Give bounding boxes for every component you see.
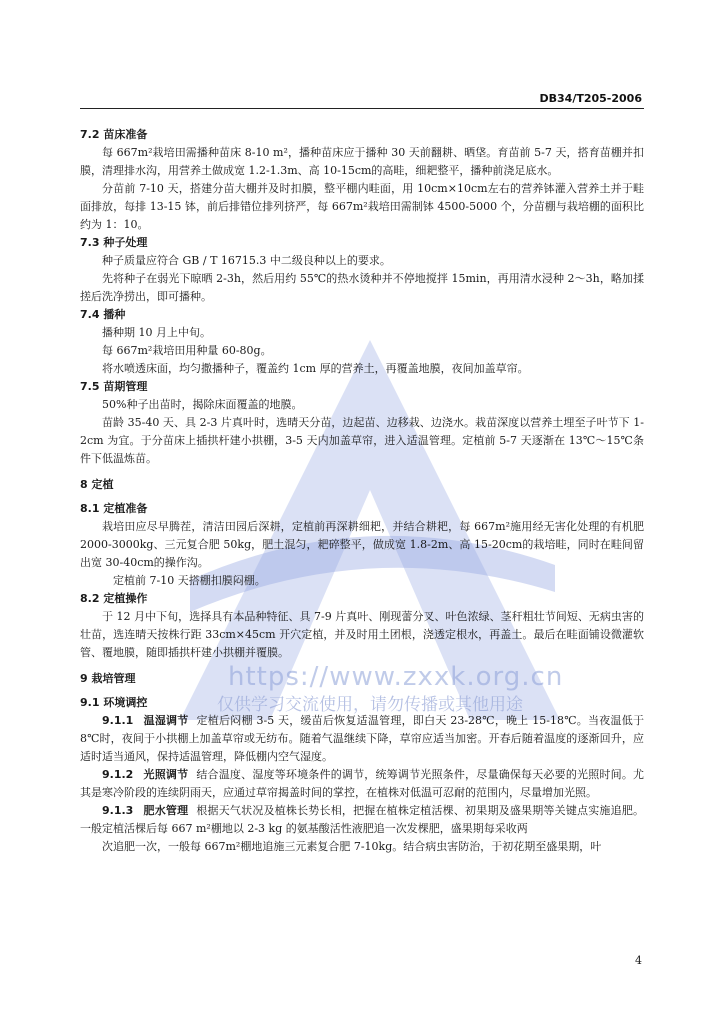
subsection-text: 结合温度、湿度等环境条件的调节，统筹调节光照条件，尽量确保每天必要的光照时间。尤其是寒冷阶段的连续阴雨天，应通过草帘揭盖时间的掌控，在植株对低温可忍耐的范围内，尽量增加光照。 (80, 768, 645, 799)
section-heading: 9.1 环境调控 (80, 696, 148, 709)
subsection-number: 9.1.2 (102, 768, 134, 781)
subsection-text: 根据天气状况及植株长势长相，把握在植株定植活棵、初果期及盛果期等关键点实施追肥。一般定植活棵后每 667 m²棚地以 2-3 kg 的氨基酸活性液肥追一次发棵肥，盛果期每采收两 (80, 804, 645, 835)
subsection-title: 光照调节 (143, 768, 189, 781)
section-heading: 8.2 定植操作 (80, 592, 148, 605)
paragraph: 播种期 10 月上中旬。 (102, 326, 211, 339)
paragraph: 分苗前 7-10 天，搭建分苗大棚并及时扣膜，整平棚内畦面，用 10cm×10cm左右的营养钵灌入营养土并于畦面排放，每排 13-15 钵，前后排错位排列挤严，每 667m²栽培田需制钵 4500-5000 个，分苗棚与栽培棚的面积比约为 1：10。 (80, 182, 644, 231)
paragraph: 将水喷透床面，均匀撒播种子，覆盖约 1cm 厚的营养土，再覆盖地膜，夜间加盖草帘。 (102, 362, 529, 375)
watermark-note: 仅供学习交流使用，请勿传播或其他用途 (217, 695, 523, 715)
paragraph: 每 667m²栽培田需播种苗床 8-10 m²，播种苗床应于播种 30 天前翻耕、晒垡。育苗前 5-7 天，搭育苗棚并扣膜，清理排水沟，用营养土做成宽 1.2-1.3m、高 10-15cm的高畦，细耙整平，播种前浇足底水。 (80, 146, 644, 177)
paragraph: 种子质量应符合 GB / T 16715.3 中二级良种以上的要求。 (102, 254, 391, 267)
paragraph: 于 12 月中下旬，选择具有本品种特征、具 7-9 片真叶、刚现蕾分叉、叶色浓绿、茎秆粗壮节间短、无病虫害的壮苗，选连晴天按株行距 33cm×45cm 开穴定植，并及时用土团根，浇透定根水，再盖土。最后在畦面铺设微灌软管、覆地膜，随即插拱杆建小拱棚并覆膜。 (80, 610, 644, 659)
paragraph: 50%种子出苗时，揭除床面覆盖的地膜。 (102, 398, 303, 411)
paragraph: 先将种子在弱光下晾晒 2-3h，然后用约 55℃的热水烫种并不停地搅拌 15min，再用清水浸种 2～3h，略加揉搓后洗净捞出，即可播种。 (80, 272, 644, 303)
subsection-paragraph (80, 802, 644, 838)
paragraph: 定植前 7-10 天搭棚扣膜闷棚。 (113, 574, 266, 587)
chapter-heading: 9 栽培管理 (80, 672, 136, 685)
document-body (80, 126, 644, 856)
subsection-number: 9.1.1 (102, 714, 134, 727)
subsection-paragraph (80, 766, 644, 802)
section-heading: 7.4 播种 (80, 308, 126, 321)
chapter-heading: 8 定植 (80, 478, 114, 491)
subsection-paragraph (80, 712, 644, 766)
section-heading: 8.1 定植准备 (80, 502, 148, 515)
paragraph: 每 667m²栽培田用种量 60-80g。 (102, 344, 272, 357)
document-code: DB34/T205-2006 (539, 92, 642, 105)
section-heading: 7.2 苗床准备 (80, 128, 148, 141)
subsection-text: 定植后闷棚 3-5 天，缓苗后恢复适温管理，即白天 23-28℃，晚上 15-18℃。当夜温低于 8℃时，夜间于小拱棚上加盖草帘或无纺布。随着气温继续下降，草帘应适当加密。开春后随着温度的逐渐回升，应适时适当通风，保持适温管理，降低棚内空气湿度。 (80, 714, 645, 763)
section-heading: 7.5 苗期管理 (80, 380, 148, 393)
paragraph: 次追肥一次，一般每 667m²棚地追施三元素复合肥 7-10kg。结合病虫害防治，于初花期至盛果期，叶 (102, 840, 602, 853)
header-divider (80, 108, 644, 109)
subsection-number: 9.1.3 (102, 804, 134, 817)
paragraph: 苗龄 35-40 天、具 2-3 片真叶时，选晴天分苗，边起苗、边移栽、边浇水。栽苗深度以营养土埋至子叶节下 1-2cm 为宜。于分苗床上插拱杆建小拱棚，3-5 天内加盖草帘，进入适温管理。定植前 5-7 天逐渐在 13℃～15℃条件下低温炼苗。 (80, 416, 644, 465)
watermark-url: https://www.zxxk.org.cn (228, 662, 564, 692)
section-heading: 7.3 种子处理 (80, 236, 148, 249)
paragraph: 栽培田应尽早腾茬，清洁田园后深耕，定植前再深耕细耙，并结合耕耙，每 667m²施用经无害化处理的有机肥 2000-3000kg、三元复合肥 50kg，肥土混匀，耙碎整平，做成宽 1.8-2m、高 15-20cm的栽培畦，同时在畦间留出宽 30-40cm的操作沟。 (80, 520, 644, 569)
subsection-title: 肥水管理 (143, 804, 189, 817)
page-number: 4 (635, 954, 642, 967)
subsection-title: 温湿调节 (143, 714, 189, 727)
